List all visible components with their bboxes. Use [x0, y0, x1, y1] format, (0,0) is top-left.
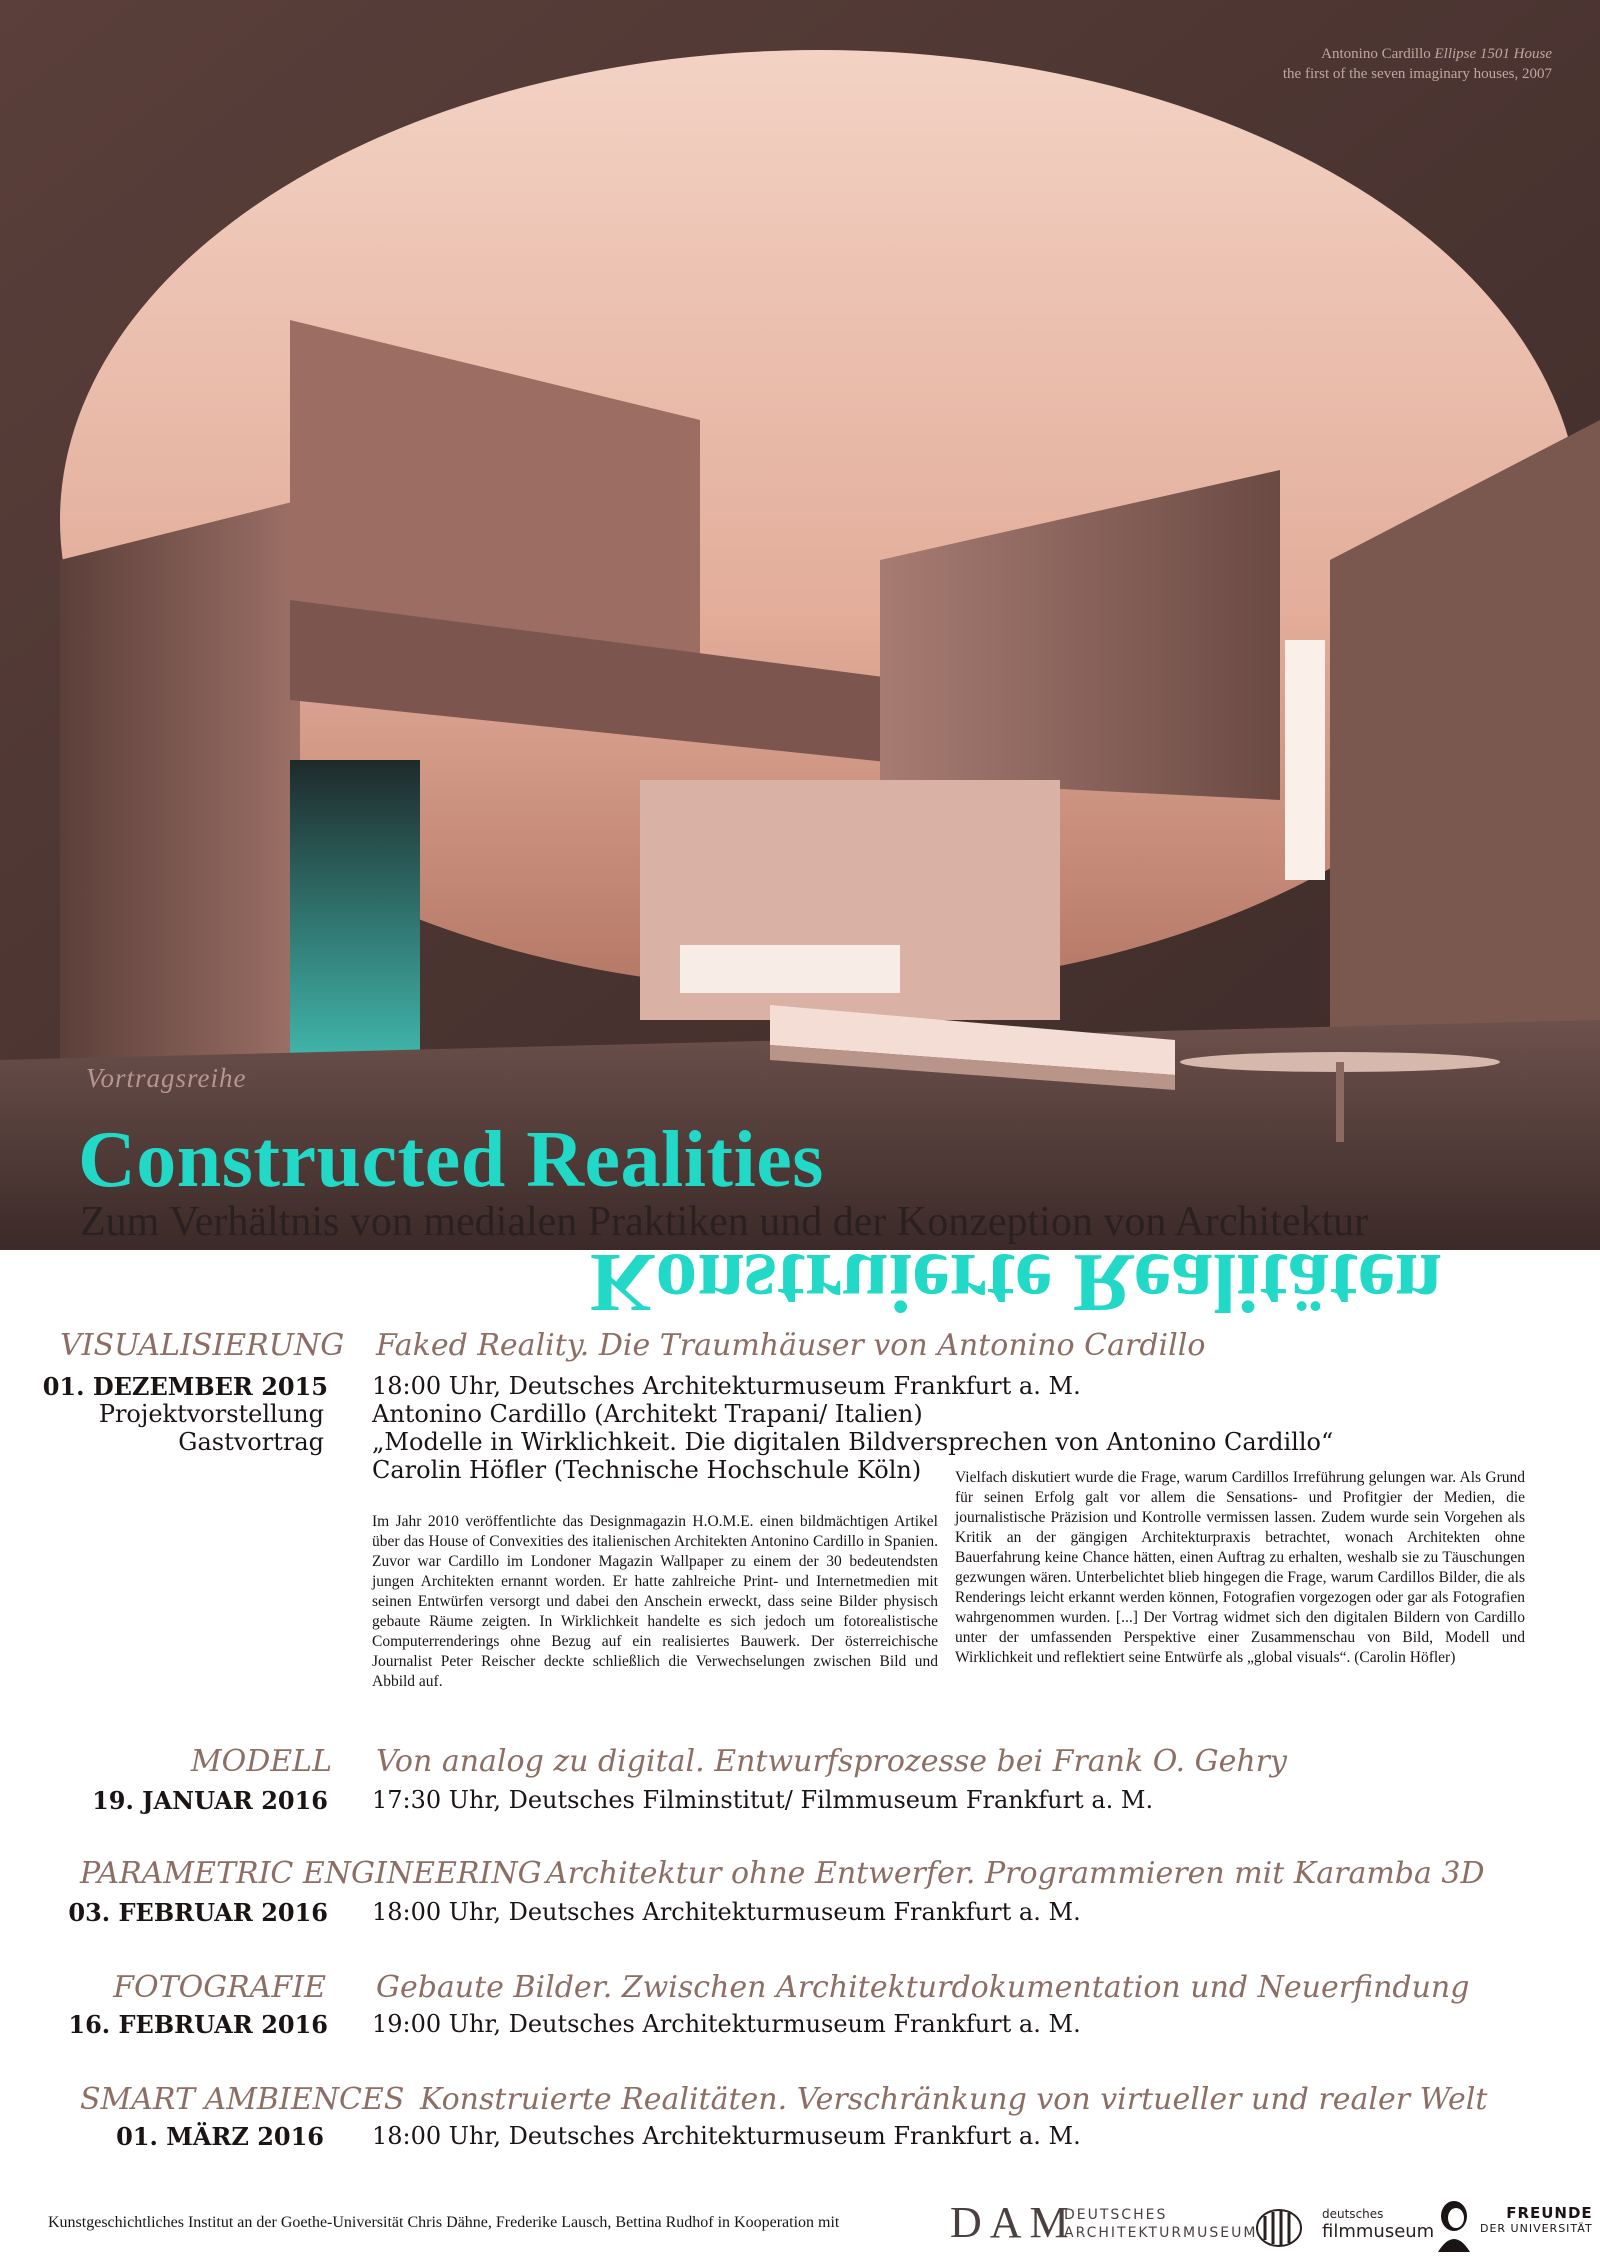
freunde-logo: [1480, 2204, 1593, 2235]
window: [1285, 640, 1325, 880]
page-title: Constructed Realities: [78, 1116, 824, 1204]
inner-window: [680, 945, 900, 993]
dam-line1: DEUTSCHES: [1064, 2207, 1168, 2223]
filmmuseum-icon: [1255, 2206, 1303, 2254]
event-category: VISUALISIERUNG: [60, 1328, 345, 1363]
event-headline: Von analog zu digital. Entwurfsprozesse bei Frank O. Gehry: [376, 1744, 1287, 1779]
event-date: 16. FEBRUAR 2016: [68, 2010, 328, 2039]
credit-caption: the first of the seven imaginary houses, 2007: [1282, 66, 1552, 82]
image-credit: [1283, 44, 1552, 84]
event-info: 18:00 Uhr, Deutsches Architekturmuseum Frankfurt a. M.: [372, 2122, 1081, 2150]
event-label: Gastvortrag: [178, 1428, 324, 1456]
goethe-portrait-icon: [1432, 2196, 1476, 2256]
freunde-big: FREUNDE: [1506, 2204, 1593, 2222]
event-line: „Modelle in Wirklichkeit. Die digitalen Bildversprechen von Antonino Cardillo“: [372, 1428, 1334, 1456]
event-headline: Gebaute Bilder. Zwischen Architekturdokumentation und Neuerfindung: [376, 1970, 1470, 2005]
series-label: Vortragsreihe: [86, 1063, 247, 1093]
event-paragraph-left: Im Jahr 2010 veröffentlichte das Designmagazin H.O.M.E. einen bildmächtigen Artikel über das House of Convexities des italienischen Architekten Antonino Cardillo in Spanien. Zuvor war Cardillo im Londoner Magazin Wallpaper zu einem der 30 bedeutendsten jungen Architekten ernannt worden. Er hatte zahlreiche Print- und Internetmedien mit seinen Entwürfen versorgt und dabei den Anschein erweckt, dass seine Bilder physisch gebaute Räume zeigten. In Wirklichkeit handelte es sich jedoch um fotorealistische Computerrenderings ohne Bezug auf ein realisiertes Bauwerk. Der österreichische Journalist Peter Reischer deckte schließlich die Verwechselungen zwischen Bild und Abbild auf.: [372, 1513, 938, 1690]
event-headline: Faked Reality. Die Traumhäuser von Antonino Cardillo: [376, 1328, 1206, 1363]
event-headline: Konstruierte Realitäten. Verschränkung von virtueller und realer Welt: [420, 2082, 1488, 2117]
dam-logo: DAM: [950, 2198, 1077, 2247]
event-date: 01. DEZEMBER 2015: [42, 1372, 328, 1401]
credit-work: Ellipse 1501 House: [1434, 46, 1552, 62]
page-subtitle: Zum Verhältnis von medialen Praktiken und der Konzeption von Architektur: [80, 1199, 1369, 1245]
freunde-small: DER UNIVERSITÄT: [1480, 2222, 1593, 2235]
filmmuseum-logo: [1322, 2207, 1434, 2242]
event-category: FOTOGRAFIE: [113, 1970, 326, 2005]
credit-author: Antonino Cardillo: [1321, 46, 1431, 62]
dam-line2: ARCHITEKTURMUSEUM: [1064, 2225, 1258, 2241]
event-headline: Architektur ohne Entwerfer. Programmieren mit Karamba 3D: [546, 1856, 1485, 1891]
event-category: SMART AMBIENCES: [80, 2082, 405, 2117]
event-date: 01. MÄRZ 2016: [116, 2122, 324, 2151]
mirrored-title: Konstruierte Realitäten: [590, 1236, 1442, 1329]
film-small: deutsches: [1322, 2207, 1384, 2221]
event-paragraph-right: Vielfach diskutiert wurde die Frage, warum Cardillos Irreführung gelungen war. Als Grund für seinen Erfolg galt vor allem die Sensations- und Profitgier der Medien, die journalistische Präzision und Kontrolle vermissen lassen. Zudem wurde sein Vorgehen als Kritik an der gängigen Architekturpraxis betrachtet, wonach Architekten ohne Bauerfahrung keine Chance hätten, einen Auftrag zu erhalten, weshalb sie zu Täuschungen gezwungen wären. Unterbelichtet blieb hingegen die Frage, warum Cardillos Bilder, die als Renderings leicht erkannt werden können, Fotografien vorgezogen oder gar als Fotografien wahrgenommen wurden. [...] Der Vortrag widmet sich den digitalen Bildern von Cardillo unter der umfassenden Perspektive einer Zusammenschau von Bild, Modell und Wirklichkeit und reflektiert seine Entwürfe als „global visuals“. (Carolin Höfler): [955, 1469, 1525, 1666]
event-date: 03. FEBRUAR 2016: [68, 1898, 328, 1927]
event-line: Antonino Cardillo (Architekt Trapani/ Italien): [372, 1400, 923, 1428]
event-info: 18:00 Uhr, Deutsches Architekturmuseum Frankfurt a. M.: [372, 1898, 1081, 1926]
event-category: MODELL: [190, 1744, 332, 1779]
event-date: 19. JANUAR 2016: [92, 1786, 328, 1815]
dam-name: [1064, 2206, 1257, 2242]
footer-text: Kunstgeschichtliches Institut an der Goethe-Universität Chris Dähne, Frederike Lausch, Bettina Rudhof in Kooperation mit: [48, 2214, 840, 2231]
film-big: filmmuseum: [1322, 2221, 1435, 2242]
event-info: 18:00 Uhr, Deutsches Architekturmuseum Frankfurt a. M.: [372, 1372, 1081, 1400]
staircase: [290, 760, 420, 1100]
event-line: Carolin Höfler (Technische Hochschule Köln): [372, 1456, 922, 1484]
event-category: PARAMETRIC ENGINEERING: [80, 1856, 542, 1891]
event-label: Projektvorstellung: [98, 1400, 324, 1428]
event-info: 19:00 Uhr, Deutsches Architekturmuseum Frankfurt a. M.: [372, 2010, 1081, 2038]
event-info: 17:30 Uhr, Deutsches Filminstitut/ Filmmuseum Frankfurt a. M.: [372, 1786, 1154, 1814]
